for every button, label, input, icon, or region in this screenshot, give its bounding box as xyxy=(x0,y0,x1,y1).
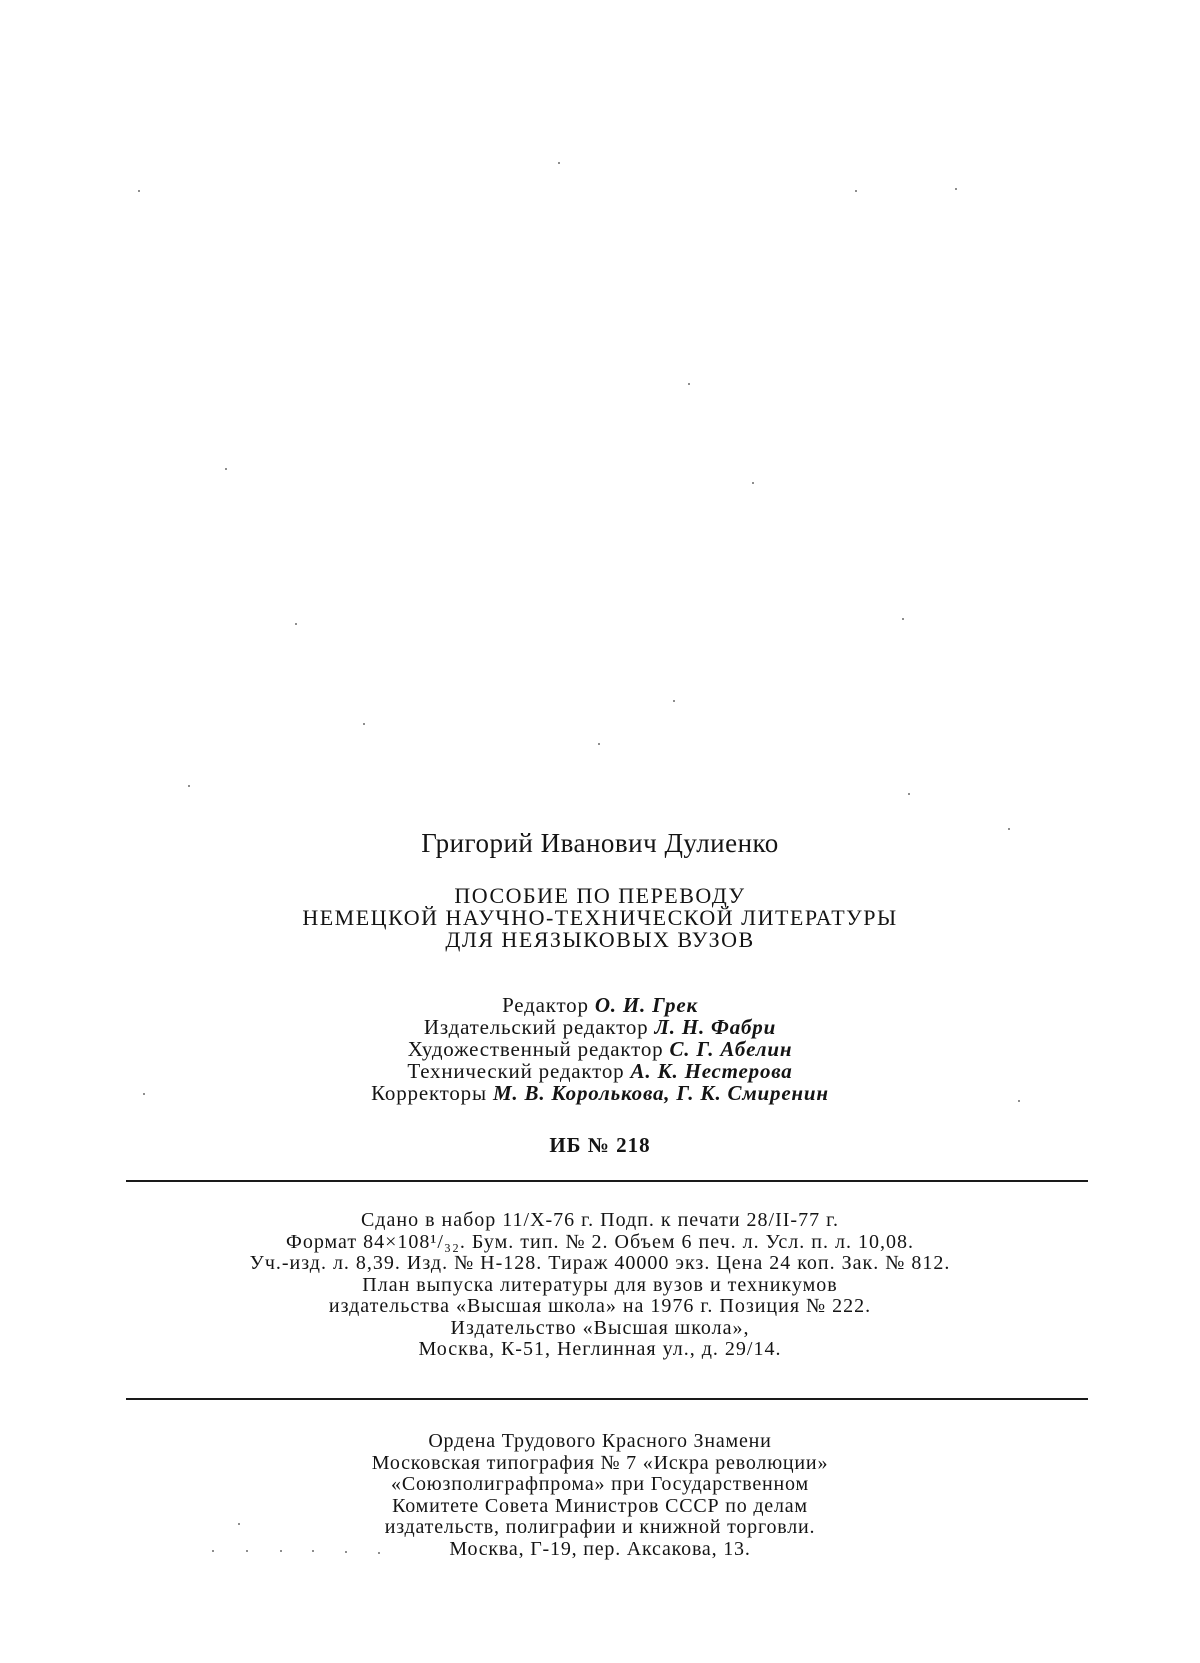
credit-line xyxy=(0,1016,1200,1038)
imprint-line: Уч.-изд. л. 8,39. Изд. № Н-128. Тираж 40000 экз. Цена 24 коп. Зак. № 812. xyxy=(249,1252,951,1274)
printer-line: «Союзполиграфпрома» при Государственном xyxy=(391,1473,809,1495)
credit-role: Корректоры xyxy=(371,1081,487,1105)
credit-line xyxy=(0,994,1200,1016)
scan-speck xyxy=(378,1552,380,1554)
title-line: ДЛЯ НЕЯЗЫКОВЫХ ВУЗОВ xyxy=(445,927,755,952)
credit-line xyxy=(0,1060,1200,1082)
scan-speck xyxy=(673,700,675,702)
imprint-line: Москва, К-51, Неглинная ул., д. 29/14. xyxy=(418,1338,782,1360)
imprint-line: План выпуска литературы для вузов и техникумов xyxy=(362,1273,838,1296)
credit-role: Издательский редактор xyxy=(423,1015,649,1039)
printer-line: Комитете Совета Министров СССР по делам xyxy=(392,1494,808,1517)
scan-speck xyxy=(246,1550,248,1552)
credit-person: Л. Н. Фабри xyxy=(654,1015,777,1039)
scan-speck xyxy=(238,1523,240,1525)
scan-speck xyxy=(280,1550,282,1552)
scan-speck xyxy=(188,785,190,787)
editorial-credits xyxy=(0,994,1200,1104)
title-line: НЕМЕЦКОЙ НАУЧНО-ТЕХНИЧЕСКОЙ ЛИТЕРАТУРЫ xyxy=(302,905,898,930)
imprint-line: издательства «Высшая школа» на 1976 г. Позиция № 222. xyxy=(328,1295,872,1317)
scan-speck xyxy=(143,1093,145,1095)
printer-line: Москва, Г-19, пер. Аксакова, 13. xyxy=(449,1537,751,1560)
credit-line xyxy=(0,1038,1200,1060)
credit-person: А. К. Нестерова xyxy=(630,1059,793,1083)
ib-number: ИБ № 218 xyxy=(549,1133,651,1157)
credit-person: М. В. Королькова, Г. К. Смиренин xyxy=(492,1081,829,1105)
scan-speck xyxy=(312,1550,314,1552)
scan-speck xyxy=(363,723,365,725)
credit-person: О. И. Грек xyxy=(594,993,698,1017)
publication-imprint xyxy=(0,1210,1200,1361)
scan-speck xyxy=(225,468,227,470)
scan-speck xyxy=(902,618,904,620)
imprint-line: Издательство «Высшая школа», xyxy=(450,1316,750,1339)
title-line: ПОСОБИЕ ПО ПЕРЕВОДУ xyxy=(454,883,746,908)
printer-info xyxy=(0,1431,1200,1560)
credit-person: С. Г. Абелин xyxy=(669,1037,793,1061)
imprint-line: Сдано в набор 11/X-76 г. Подп. к печати 28/II-77 г. xyxy=(360,1209,840,1231)
book-title xyxy=(0,885,1200,951)
scan-speck xyxy=(955,188,957,190)
credit-role: Редактор xyxy=(502,993,589,1017)
scan-speck xyxy=(1018,1100,1020,1102)
scan-speck xyxy=(558,162,560,164)
scan-speck xyxy=(688,383,690,385)
credit-role: Технический редактор xyxy=(407,1059,625,1083)
author-name: Григорий Иванович Дулиенко xyxy=(421,828,779,858)
scan-speck xyxy=(295,623,297,625)
imprint-line: Формат 84×108¹/₃₂. Бум. тип. № 2. Объем 6 печ. л. Усл. п. л. 10,08. xyxy=(286,1230,914,1253)
scan-speck xyxy=(908,793,910,795)
scan-speck xyxy=(598,743,600,745)
scan-speck xyxy=(752,482,754,484)
credit-line xyxy=(0,1082,1200,1104)
scan-speck xyxy=(345,1551,347,1553)
divider-rule xyxy=(126,1398,1088,1400)
printer-line: Ордена Трудового Красного Знамени xyxy=(428,1430,772,1452)
credit-role: Художественный редактор xyxy=(407,1037,664,1061)
printer-line: издательств, полиграфии и книжной торговли. xyxy=(384,1516,816,1538)
scan-speck xyxy=(212,1550,214,1552)
scan-speck xyxy=(1008,828,1010,830)
divider-rule xyxy=(126,1180,1088,1182)
scan-speck xyxy=(138,190,140,192)
printer-line: Московская типография № 7 «Искра революции» xyxy=(371,1451,829,1474)
scan-speck xyxy=(855,190,857,192)
